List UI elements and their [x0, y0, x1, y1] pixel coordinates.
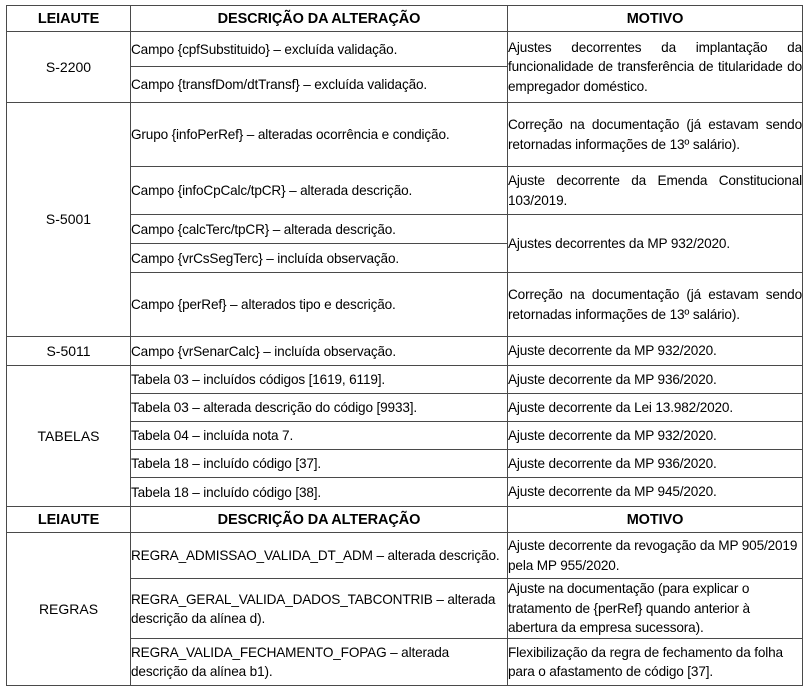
descricao-cell: Campo {infoCpCalc/tpCR} – alterada descrição. [131, 167, 508, 215]
table-row [7, 103, 803, 167]
column-header-leiaute: LEIAUTE [7, 6, 131, 32]
motivo-cell-merged: Ajustes decorrentes da MP 932/2020. [508, 215, 803, 273]
descricao-cell: Tabela 18 – incluído código [37]. [131, 450, 508, 478]
descricao-cell: Tabela 18 – incluído código [38]. [131, 478, 508, 507]
motivo-cell: Ajuste na documentação (para explicar o tratamento de {perRef} quando anterior à abertura da empresa sucessora). [508, 579, 803, 639]
descricao-cell: Grupo {infoPerRef} – alteradas ocorrência e condição. [131, 103, 508, 167]
descricao-cell: REGRA_GERAL_VALIDA_DADOS_TABCONTRIB – alterada descrição da alínea d). [131, 579, 508, 639]
motivo-cell: Ajuste decorrente da MP 936/2020. [508, 450, 803, 478]
table-row [7, 32, 803, 67]
table-row [7, 533, 803, 579]
motivo-cell: Ajuste decorrente da revogação da MP 905/2019 pela MP 955/2020. [508, 533, 803, 579]
motivo-cell: Correção na documentação (já estavam sendo retornadas informações de 13º salário). [508, 273, 803, 337]
column-header-descricao-2: DESCRIÇÃO DA ALTERAÇÃO [131, 507, 508, 533]
leiaute-label-regras: REGRAS [7, 533, 131, 686]
motivo-cell: Ajuste decorrente da MP 936/2020. [508, 366, 803, 394]
descricao-cell: Campo {vrCsSegTerc} – incluída observação. [131, 244, 508, 273]
table-header-row-secondary [7, 507, 803, 533]
motivo-cell: Correção na documentação (já estavam sendo retornadas informações de 13º salário). [508, 103, 803, 167]
motivo-cell: Flexibilização da regra de fechamento da folha para o afastamento de código [37]. [508, 639, 803, 686]
motivo-cell: Ajuste decorrente da MP 932/2020. [508, 337, 803, 366]
descricao-cell: Tabela 03 – incluídos códigos [1619, 6119]. [131, 366, 508, 394]
column-header-descricao: DESCRIÇÃO DA ALTERAÇÃO [131, 6, 508, 32]
descricao-cell: Campo {perRef} – alterados tipo e descrição. [131, 273, 508, 337]
motivo-cell: Ajuste decorrente da MP 932/2020. [508, 422, 803, 450]
table-header-row [7, 6, 803, 32]
motivo-cell: Ajuste decorrente da Lei 13.982/2020. [508, 394, 803, 422]
motivo-cell: Ajuste decorrente da MP 945/2020. [508, 478, 803, 507]
leiaute-label-s5001: S-5001 [7, 103, 131, 337]
descricao-cell: Campo {transfDom/dtTransf} – excluída validação. [131, 67, 508, 103]
descricao-cell: Campo {vrSenarCalc} – incluída observação. [131, 337, 508, 366]
motivo-cell: Ajustes decorrentes da implantação da funcionalidade de transferência de titularidade do empregador doméstico. [508, 32, 803, 103]
column-header-motivo-2: MOTIVO [508, 507, 803, 533]
descricao-cell: Campo {calcTerc/tpCR} – alterada descrição. [131, 215, 508, 244]
descricao-cell: REGRA_ADMISSAO_VALIDA_DT_ADM – alterada descrição. [131, 533, 508, 579]
descricao-cell: Tabela 04 – incluída nota 7. [131, 422, 508, 450]
descricao-cell: Tabela 03 – alterada descrição do código [9933]. [131, 394, 508, 422]
change-log-table [6, 5, 803, 686]
leiaute-label-s5011: S-5011 [7, 337, 131, 366]
descricao-cell: REGRA_VALIDA_FECHAMENTO_FOPAG – alterada descrição da alínea b1). [131, 639, 508, 686]
motivo-cell: Ajuste decorrente da Emenda Constitucional 103/2019. [508, 167, 803, 215]
column-header-leiaute-2: LEIAUTE [7, 507, 131, 533]
table-row [7, 337, 803, 366]
table-row [7, 366, 803, 394]
leiaute-label-s2200: S-2200 [7, 32, 131, 103]
descricao-cell: Campo {cpfSubstituido} – excluída validação. [131, 32, 508, 67]
column-header-motivo: MOTIVO [508, 6, 803, 32]
leiaute-label-tabelas: TABELAS [7, 366, 131, 507]
